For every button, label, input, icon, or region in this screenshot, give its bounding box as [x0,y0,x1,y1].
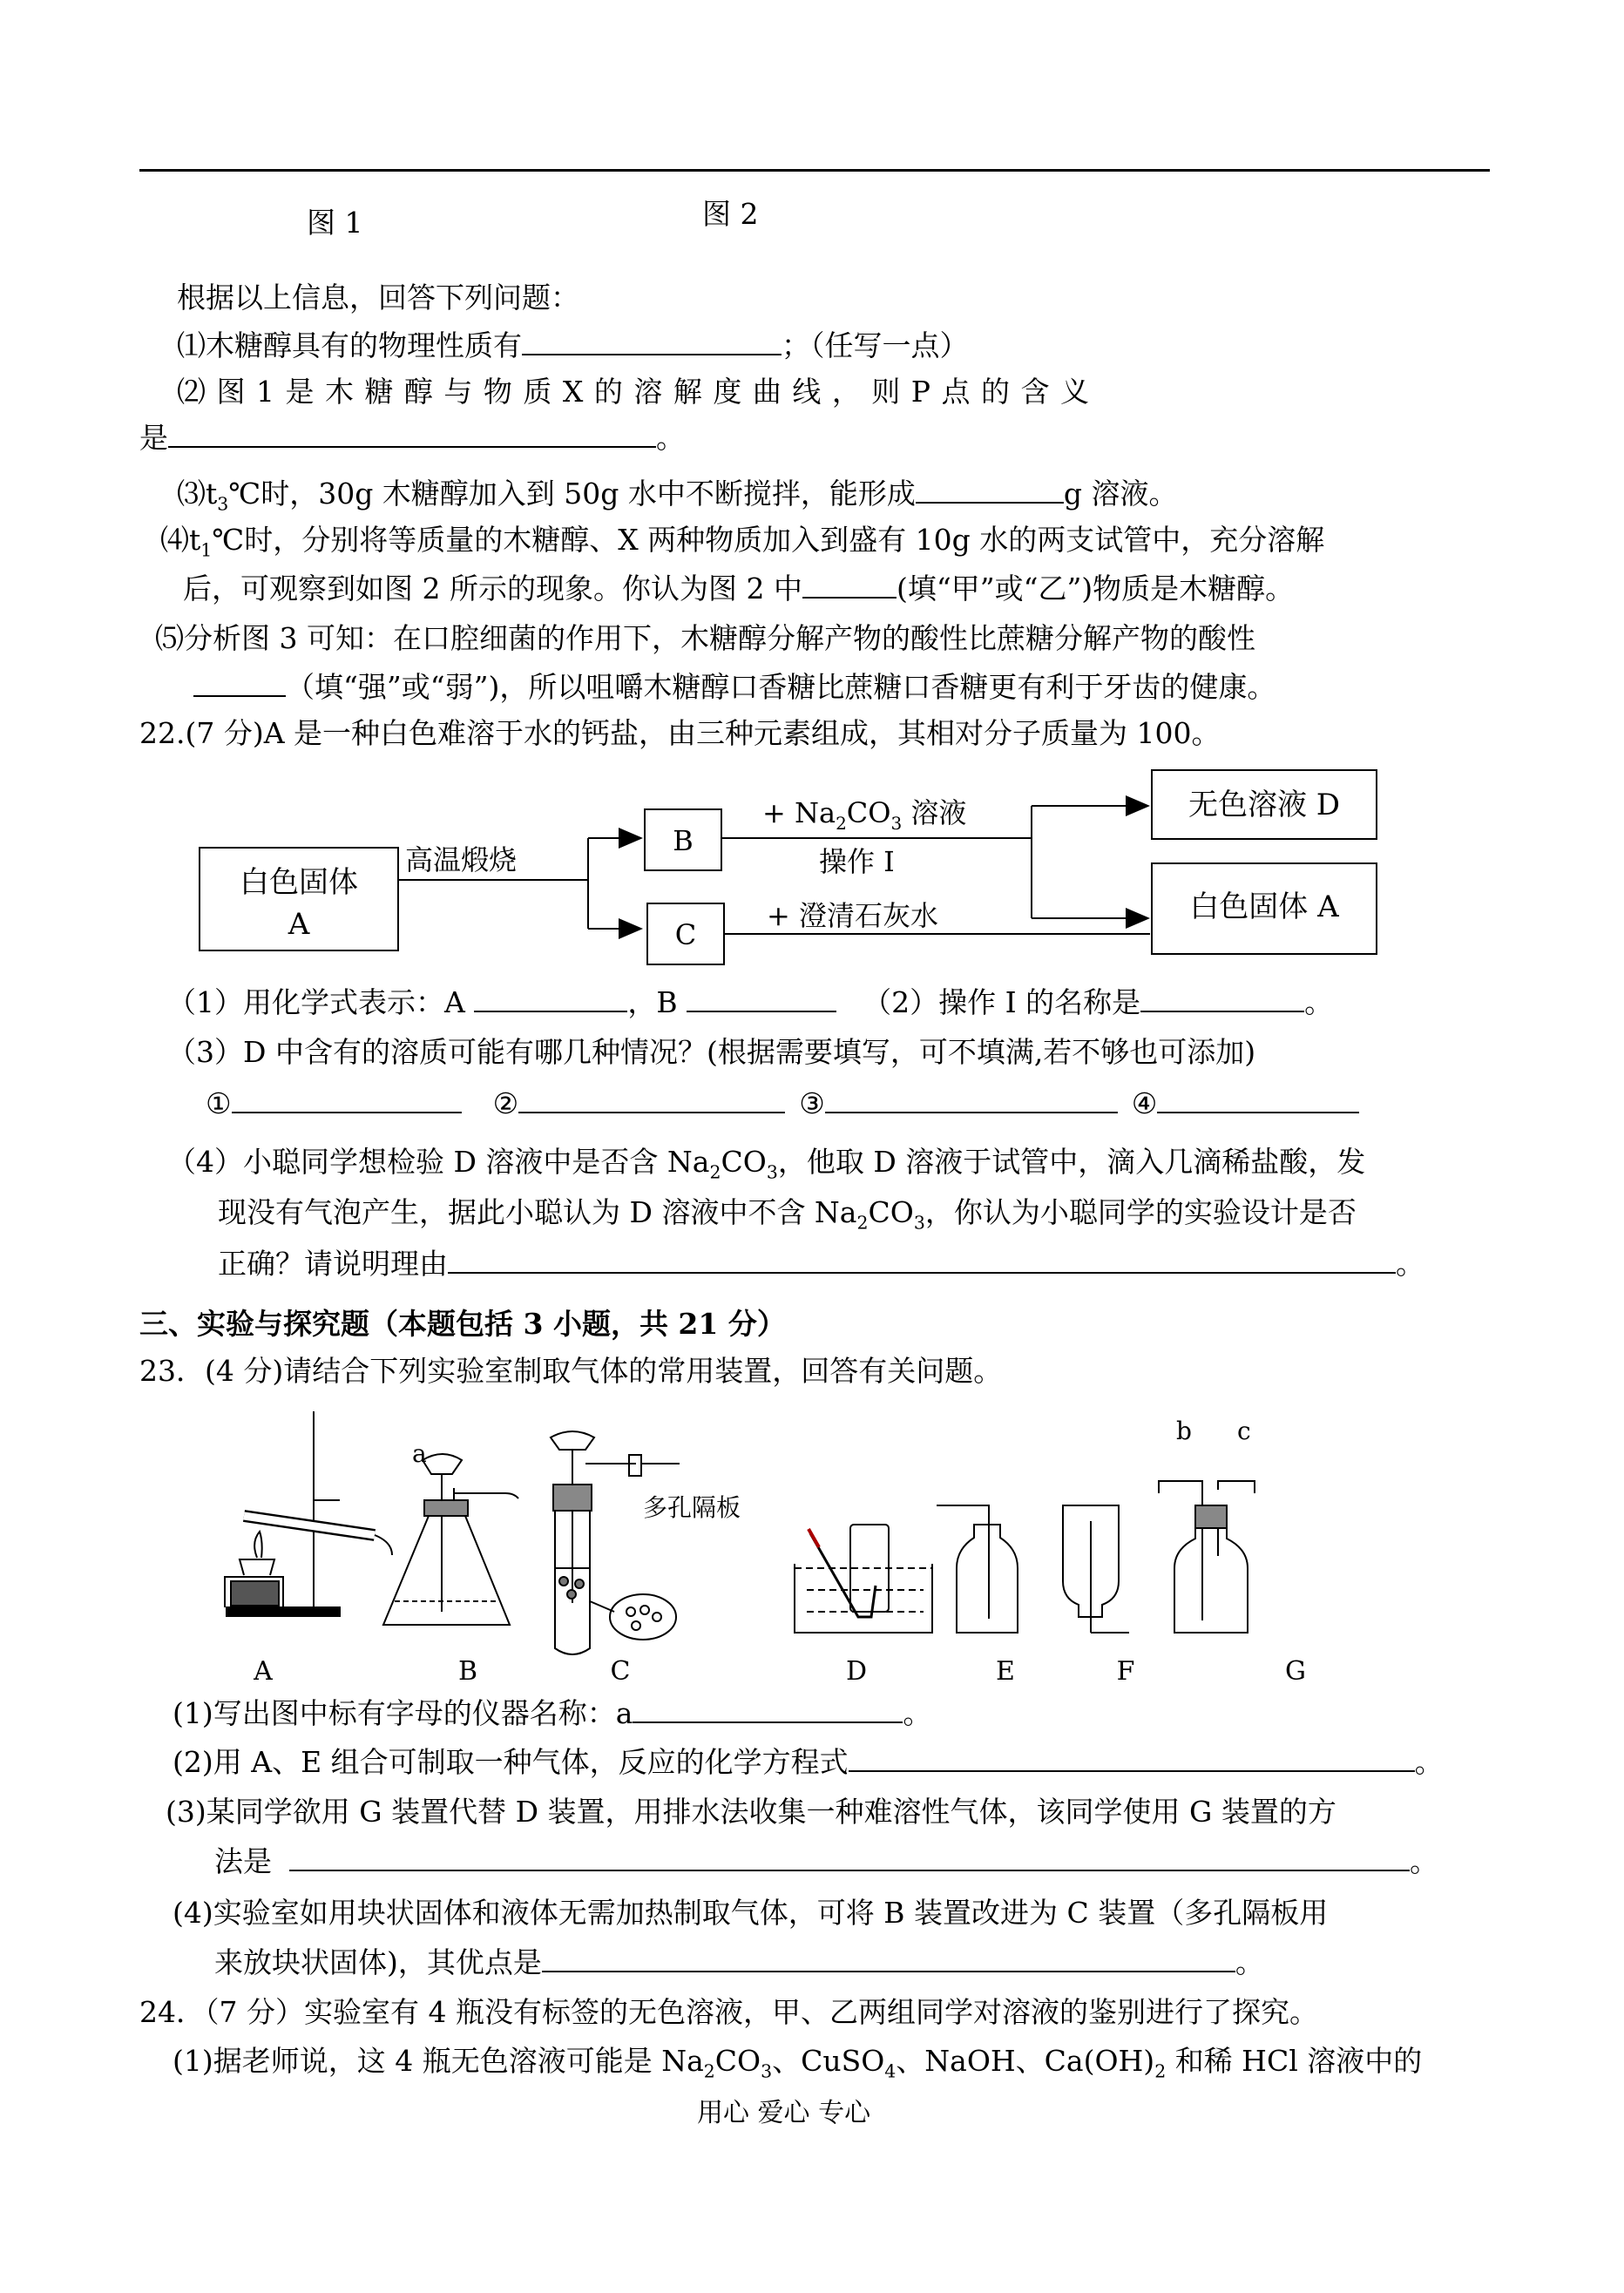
q23-apparatus-figure [209,1403,1429,1690]
answer-blank[interactable] [825,1086,1118,1113]
apparatus-label-a: A [254,1656,273,1687]
answer-blank[interactable] [802,571,897,599]
answer-blank[interactable] [633,1695,903,1723]
arrow-label-calcination: 高温煅烧 [405,843,518,876]
apparatus-a [225,1411,392,1616]
reagent-sodium-carbonate: + $Na_2CO_3$ 溶液 [762,796,967,834]
q21-part3: $⑶t_3℃$时，30g 木糖醇加入到 50g 水中不断搅拌，能形成 g 溶液。 [177,477,1178,515]
q22-flow-diagram [192,763,1411,972]
q22-part3: （3）D 中含有的溶质可能有哪几种情况？(根据需要填写，可不填满,若不够也可添加) [167,1035,1256,1069]
q22-stem: 22.(7 分)A 是一种白色难溶于水的钙盐，由三种元素组成，其相对分子质量为 100。 [139,716,1221,750]
box-a2-label: 白色固体 A [1189,889,1339,924]
label-a-mark: a [412,1439,427,1468]
label-b-mark: b [1176,1417,1192,1445]
q21-part2-line1: ⑵ 图 1 是 木 糖 醇 与 物 质 X 的 溶 解 度 曲 线 ， 则 P 点 的 含 义 [177,375,1090,409]
box-b-label: B [673,824,694,857]
q23-part4-line1: (4)实验室如用块状固体和液体无需加热制取气体，可将 B 装置改进为 C 装置（多孔隔板用 [173,1896,1329,1930]
q22-part4-line1: （4）小聪同学想检验 D 溶液中是否含 $Na_2CO_3$，他取 D 溶液于试管中，滴入几滴稀盐酸，发 [167,1145,1366,1183]
answer-blank[interactable] [448,1246,1396,1274]
q24-stem: 24．（7 分）实验室有 4 瓶没有标签的无色溶液，甲、乙两组同学对溶液的鉴别进行了探究。 [139,1995,1318,2029]
q21-part5-line2: （填“强”或“弱”)，所以咀嚼木糖醇口香糖比蔗糖口香糖更有利于牙齿的健康。 [193,669,1276,705]
answer-blank[interactable] [522,328,782,355]
answer-blank[interactable] [1140,984,1304,1012]
box-d-label: 无色溶液 D [1188,788,1341,822]
q23-part3-line2: 法是 。 [214,1844,1438,1878]
q23-stem: 23．(4 分)请结合下列实验室制取气体的常用装置，回答有关问题。 [139,1354,1003,1388]
box-a-line2: A [288,907,310,942]
box-a-line1: 白色固体 [240,865,358,900]
answer-blank[interactable] [193,669,286,697]
q23-part1: (1)写出图中标有字母的仪器名称：a 。 [173,1696,932,1730]
answer-blank[interactable] [168,420,656,448]
reagent-limewater: + 澄清石灰水 [767,899,938,932]
figure-1-label: 图 1 [307,206,363,240]
q21-part4-line1: $⑷t_1℃$时，分别将等质量的木糖醇、X 两种物质加入到盛有 10g 水的两支试管中，充分溶解 [160,523,1325,561]
q21-part5-line1: ⑸分析图 3 可知：在口腔细菌的作用下，木糖醇分解产物的酸性比蔗糖分解产物的酸性 [155,621,1255,655]
answer-blank[interactable] [687,984,836,1012]
apparatus-g [1159,1481,1255,1633]
apparatus-e [937,1505,1018,1633]
q23-part2: (2)用 A、E 组合可制取一种气体，反应的化学方程式 。 [173,1745,1444,1779]
apparatus-label-c: C [610,1656,631,1687]
apparatus-f [1063,1505,1129,1633]
answer-blank[interactable] [849,1744,1415,1772]
q21-part2-line2: 是 。 [139,421,685,455]
apparatus-label-f: F [1116,1656,1135,1687]
apparatus-c [551,1431,680,1654]
top-rule [139,169,1490,172]
box-c-label: C [674,918,697,951]
q21-intro: 根据以上信息，回答下列问题： [177,281,579,315]
apparatus-label-g: G [1285,1656,1306,1687]
q22-part3-blanks: ① ② ③ ④ [206,1086,1359,1121]
section-3-title: 三、实验与探究题（本题包括 3 小题，共 21 分） [139,1307,786,1341]
figure-2-label: 图 2 [702,197,759,231]
q22-part1-2: （1）用化学式表示：A ，B （2）操作 I 的名称是 。 [167,985,1334,1019]
page-footer: 用心 爱心 专心 [697,2098,871,2128]
q21-part4-line2: 后，可观察到如图 2 所示的现象。你认为图 2 中 (填“甲”或“乙”)物质是木糖醇。 [183,572,1295,605]
plate-label: 多孔隔板 [643,1493,741,1522]
answer-blank[interactable] [542,1945,1235,1972]
operation-i-label: 操作 I [819,845,895,878]
apparatus-b [383,1454,518,1625]
answer-blank[interactable] [474,984,627,1012]
answer-blank[interactable] [1157,1086,1359,1113]
apparatus-label-e: E [996,1656,1015,1687]
apparatus-d [795,1525,932,1633]
answer-blank[interactable] [916,476,1064,504]
apparatus-label-d: D [845,1656,868,1687]
answer-blank[interactable] [289,1843,1410,1871]
q24-part1: (1)据老师说，这 4 瓶无色溶液可能是 $Na_2CO_3$、CuSO$_4$、NaOH、$Ca(OH)_2$ 和稀 HCl 溶液中的 [173,2044,1423,2082]
label-c-mark: c [1237,1417,1251,1445]
q22-part4-line2: 现没有气泡产生，据此小聪认为 D 溶液中不含 $Na_2CO_3$，你认为小聪同学的实验设计是否 [218,1195,1357,1234]
q23-part3-line1: (3)某同学欲用 G 装置代替 D 装置，用排水法收集一种难溶性气体，该同学使用 G 装置的方 [166,1795,1336,1829]
apparatus-label-b: B [457,1656,478,1687]
q21-part1: ⑴木糖醇具有的物理性质有 ；（任写一点） [177,328,969,362]
answer-blank[interactable] [232,1086,462,1113]
q22-part4-line3: 正确？请说明理由 。 [218,1247,1424,1281]
answer-blank[interactable] [518,1086,785,1113]
q23-part4-line2: 来放块状固体)，其优点是 。 [214,1945,1264,1979]
